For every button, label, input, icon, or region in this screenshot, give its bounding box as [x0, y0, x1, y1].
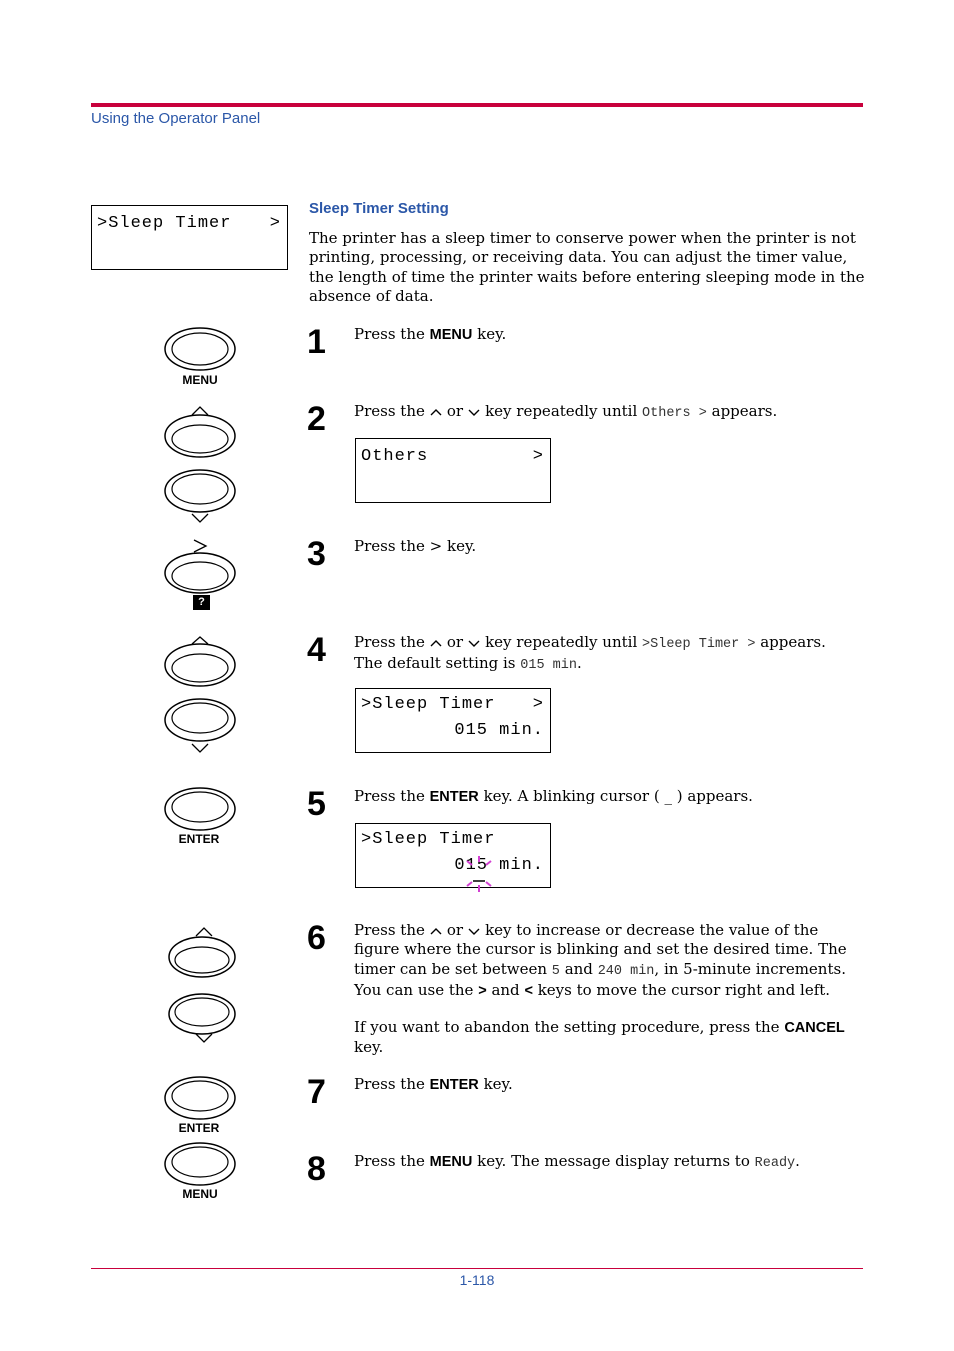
up-down-keys-icon[interactable] — [162, 403, 238, 527]
up-down-keys-icon-3[interactable] — [166, 924, 242, 1048]
lcd-line1: >Sleep Timer — [97, 214, 232, 233]
enter-key-icon-2[interactable] — [162, 1075, 238, 1121]
up-arrow-icon — [429, 638, 443, 648]
down-arrow-icon — [467, 407, 481, 417]
lcd-line2: 015 min. — [454, 721, 544, 740]
step-8-text: Press the MENU key. The message display returns to Ready. — [354, 1152, 800, 1171]
up-arrow-icon — [429, 926, 443, 936]
step-6-text: Press the or key to increase or decrease the value of the figure where the cursor is blinking and set the desired time. The timer can be set between 5 and 240 min, in 5-minute increments. You can use the > and < keys to move the cursor right and left. — [354, 921, 847, 999]
lcd-line1: >Sleep Timer — [361, 830, 496, 849]
step-7-text: Press the ENTER key. — [354, 1075, 513, 1093]
menu-key-icon-2[interactable] — [162, 1141, 238, 1187]
step-number: 4 — [307, 631, 326, 669]
lcd-arrow: > — [532, 447, 544, 466]
step-number: 2 — [307, 400, 326, 438]
enter-key-label: ENTER — [178, 832, 220, 846]
step-number: 7 — [307, 1073, 326, 1111]
step-number: 6 — [307, 919, 326, 957]
lcd-arrow: > — [532, 695, 544, 714]
down-arrow-icon — [467, 638, 481, 648]
step-6-cancel-note: If you want to abandon the setting procedure, press the CANCEL key. — [354, 1018, 845, 1057]
lcd-line1: >Sleep Timer — [361, 695, 496, 714]
step-1-text: Press the MENU key. — [354, 325, 507, 343]
step-3-text: Press the > key. — [354, 537, 477, 555]
step-number: 3 — [307, 535, 326, 573]
up-arrow-icon — [429, 407, 443, 417]
lcd-sleep-timer-default — [355, 688, 551, 753]
right-key-icon[interactable] — [162, 538, 238, 598]
enter-key-icon[interactable] — [162, 786, 238, 832]
step-number: 1 — [307, 323, 326, 361]
enter-key-label-2: ENTER — [178, 1121, 220, 1135]
step-2-text: Press the or key repeatedly until Others > appears. — [354, 402, 778, 421]
lcd-others — [355, 438, 551, 503]
step-5-text: Press the ENTER key. A blinking cursor ( _ ) appears. — [354, 787, 753, 805]
lcd-line2: 015 min. — [454, 856, 544, 875]
lcd-arrow: > — [269, 214, 281, 233]
page-number: 1-118 — [459, 1272, 495, 1288]
up-down-keys-icon-2[interactable] — [162, 634, 238, 758]
menu-key-label: MENU — [182, 373, 218, 387]
menu-key-icon[interactable] — [162, 326, 238, 372]
running-header: Using the Operator Panel — [91, 110, 261, 127]
lcd-sleep-timer-cursor — [355, 823, 551, 888]
section-title: Sleep Timer Setting — [309, 200, 449, 217]
lcd-line1: Others — [361, 447, 429, 466]
header-rule — [91, 103, 863, 107]
step-number: 8 — [307, 1150, 326, 1188]
blinking-cursor-icon — [464, 855, 494, 893]
intro-paragraph: The printer has a sleep timer to conserve power when the printer is not printing, processing, or receiving data. You can adjust the timer value, the length of time the printer waits before entering sleeping mode in the absence of data. — [309, 229, 865, 305]
step-number: 5 — [307, 785, 326, 823]
question-key-badge: ? — [193, 595, 210, 610]
menu-key-label-2: MENU — [182, 1187, 218, 1201]
footer-rule — [91, 1268, 863, 1269]
side-lcd-display — [91, 205, 288, 270]
down-arrow-icon — [467, 926, 481, 936]
step-4-text: Press the or key repeatedly until >Sleep Timer > appears. The default setting is 015 min. — [354, 633, 826, 674]
